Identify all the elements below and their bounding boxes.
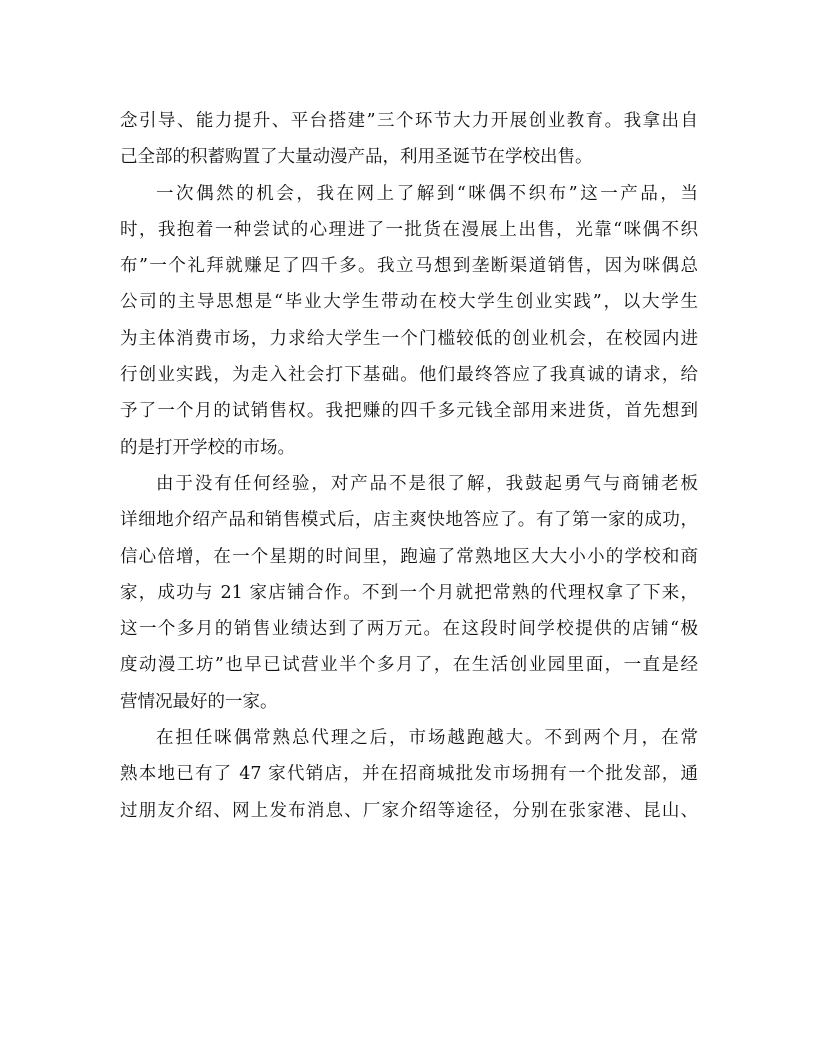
text-line: 详细地介绍产品和销售模式后，店主爽快地答应了。有了第一家的成功， bbox=[120, 510, 698, 531]
text-line: 时，我抱着一种尝试的心理进了一批货在漫展上出售，光靠“咪偶不织 bbox=[120, 219, 698, 240]
text-line: 布”一个礼拜就赚足了四千多。我立马想到垄断渠道销售，因为咪偶总 bbox=[120, 256, 698, 277]
text-line: 过朋友介绍、网上发布消息、厂家介绍等途径，分别在张家港、昆山、 bbox=[120, 800, 698, 821]
text-line: 熟本地已有了 47 家代销店，并在招商城批发市场拥有一个批发部，通 bbox=[120, 764, 698, 785]
text-line: 度动漫工坊”也早已试营业半个多月了，在生活创业园里面，一直是经 bbox=[120, 655, 698, 676]
document-body bbox=[120, 103, 698, 829]
paragraph bbox=[120, 466, 698, 720]
text-line: 由于没有任何经验，对产品不是很了解，我鼓起勇气与商铺老板 bbox=[156, 473, 698, 494]
text-line: 信心倍增，在一个星期的时间里，跑遍了常熟地区大大小小的学校和商 bbox=[120, 546, 698, 567]
paragraph bbox=[120, 103, 698, 176]
text-line: 公司的主导思想是“毕业大学生带动在校大学生创业实践”，以大学生 bbox=[120, 292, 698, 313]
text-line: 予了一个月的试销售权。我把赚的四千多元钱全部用来进货，首先想到 bbox=[120, 401, 698, 422]
text-line: 念引导、能力提升、平台搭建”三个环节大力开展创业教育。我拿出自 bbox=[120, 111, 698, 131]
text-line: 己全部的积蓄购置了大量动漫产品，利用圣诞节在学校出售。 bbox=[120, 147, 593, 168]
text-line: 行创业实践，为走入社会打下基础。他们最终答应了我真诚的请求，给 bbox=[120, 365, 698, 386]
paragraph bbox=[120, 176, 698, 466]
text-line: 这一个多月的销售业绩达到了两万元。在这段时间学校提供的店铺“极 bbox=[120, 619, 698, 640]
text-line: 营情况最好的一家。 bbox=[120, 691, 278, 712]
text-line: 的是打开学校的市场。 bbox=[120, 437, 295, 458]
paragraph bbox=[120, 720, 698, 829]
text-line: 一次偶然的机会，我在网上了解到“咪偶不织布”这一产品，当 bbox=[156, 183, 698, 204]
text-line: 家，成功与 21 家店铺合作。不到一个月就把常熟的代理权拿了下来， bbox=[120, 582, 698, 603]
text-line: 为主体消费市场，力求给大学生一个门槛较低的创业机会，在校园内进 bbox=[120, 328, 698, 349]
text-line: 在担任咪偶常熟总代理之后，市场越跑越大。不到两个月，在常 bbox=[156, 728, 698, 749]
